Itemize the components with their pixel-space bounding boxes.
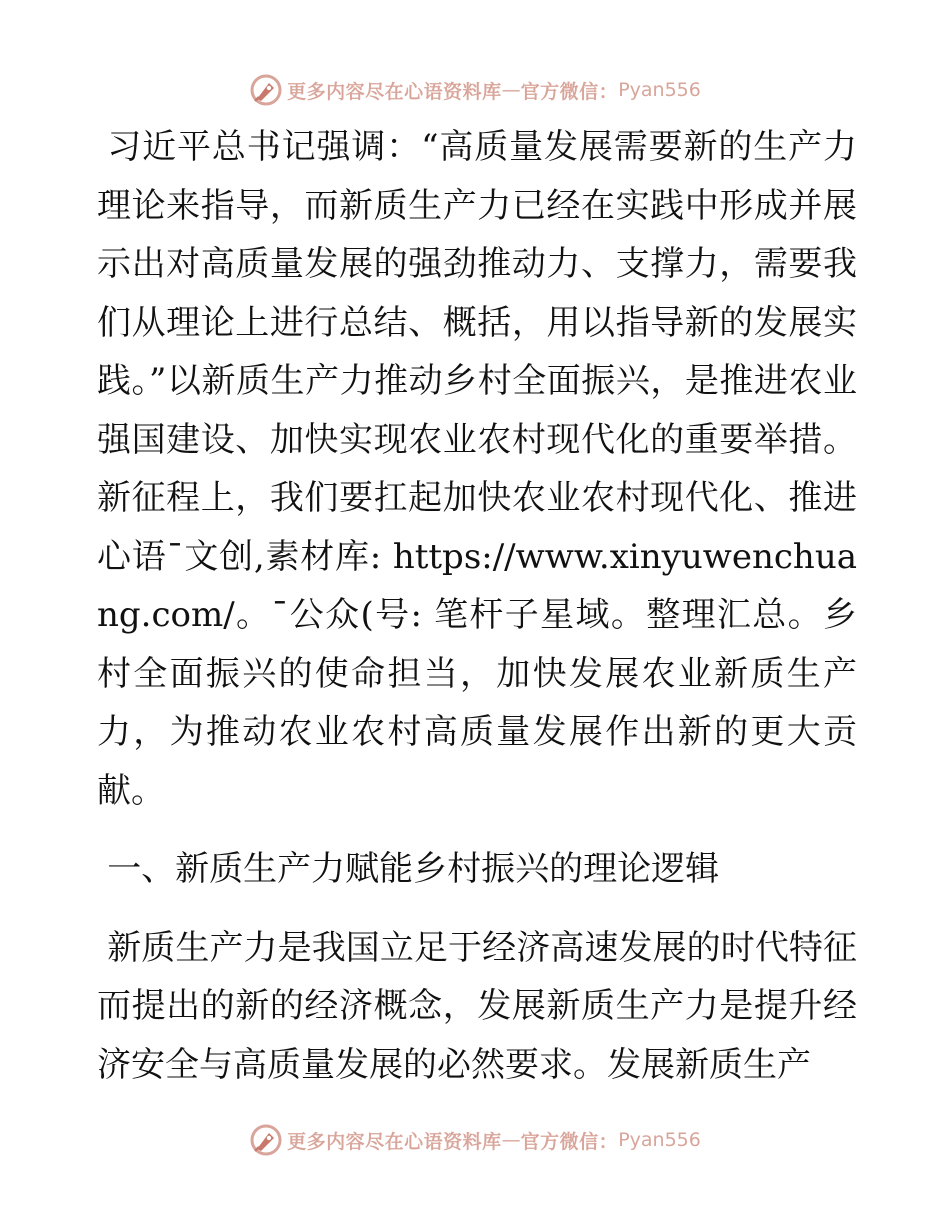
watermark-label: 官方微信： (520, 1130, 619, 1153)
footer-watermark (0, 1120, 950, 1160)
watermark-separator: — (501, 1129, 521, 1151)
fountain-pen-logo-icon (249, 1123, 283, 1157)
watermark-text: 更多内容尽在心语资料库 (287, 1130, 502, 1153)
watermark-account: Pyan556 (618, 1129, 701, 1151)
fountain-pen-logo-icon (249, 73, 283, 107)
body-paragraph-2: 新质生产力是我国立足于经济高速发展的时代特征而提出的新的经济概念，发展新质生产力是提升经济安全与高质量发展的必然要求。发展新质生产 (97, 927, 857, 1085)
section-heading-1: 一、新质生产力赋能乡村振兴的理论逻辑 (107, 849, 720, 889)
body-paragraph-1: 习近平总书记强调：“高质量发展需要新的生产力理论来指导，而新质生产力已经在实践中形成并展示出对高质量发展的强劲推动力、支撑力，需要我们从理论上进行总结、概括，用以指导新的发展实践。”以新质生产力推动乡村全面振兴，是推进农业强国建设、加快实现农业农村现代化的重要举措。新征程上，我们要扛起加快农业农村现代化、推进心语¯文创,素材库: https://www.xinyuwenchuang.com/。¯公众(号: 笔杆子星域。整理汇总。乡村全面振兴的使命担当，加快发展农业新质生产力，为推动农业农村高质量发展作出新的更大贡献。 (97, 127, 857, 811)
watermark-account: Pyan556 (618, 79, 701, 101)
watermark-text: 更多内容尽在心语资料库 (287, 80, 502, 103)
watermark-separator: — (501, 79, 521, 101)
document-body (97, 118, 857, 1094)
header-watermark (0, 70, 950, 110)
watermark-label: 官方微信： (520, 80, 619, 103)
